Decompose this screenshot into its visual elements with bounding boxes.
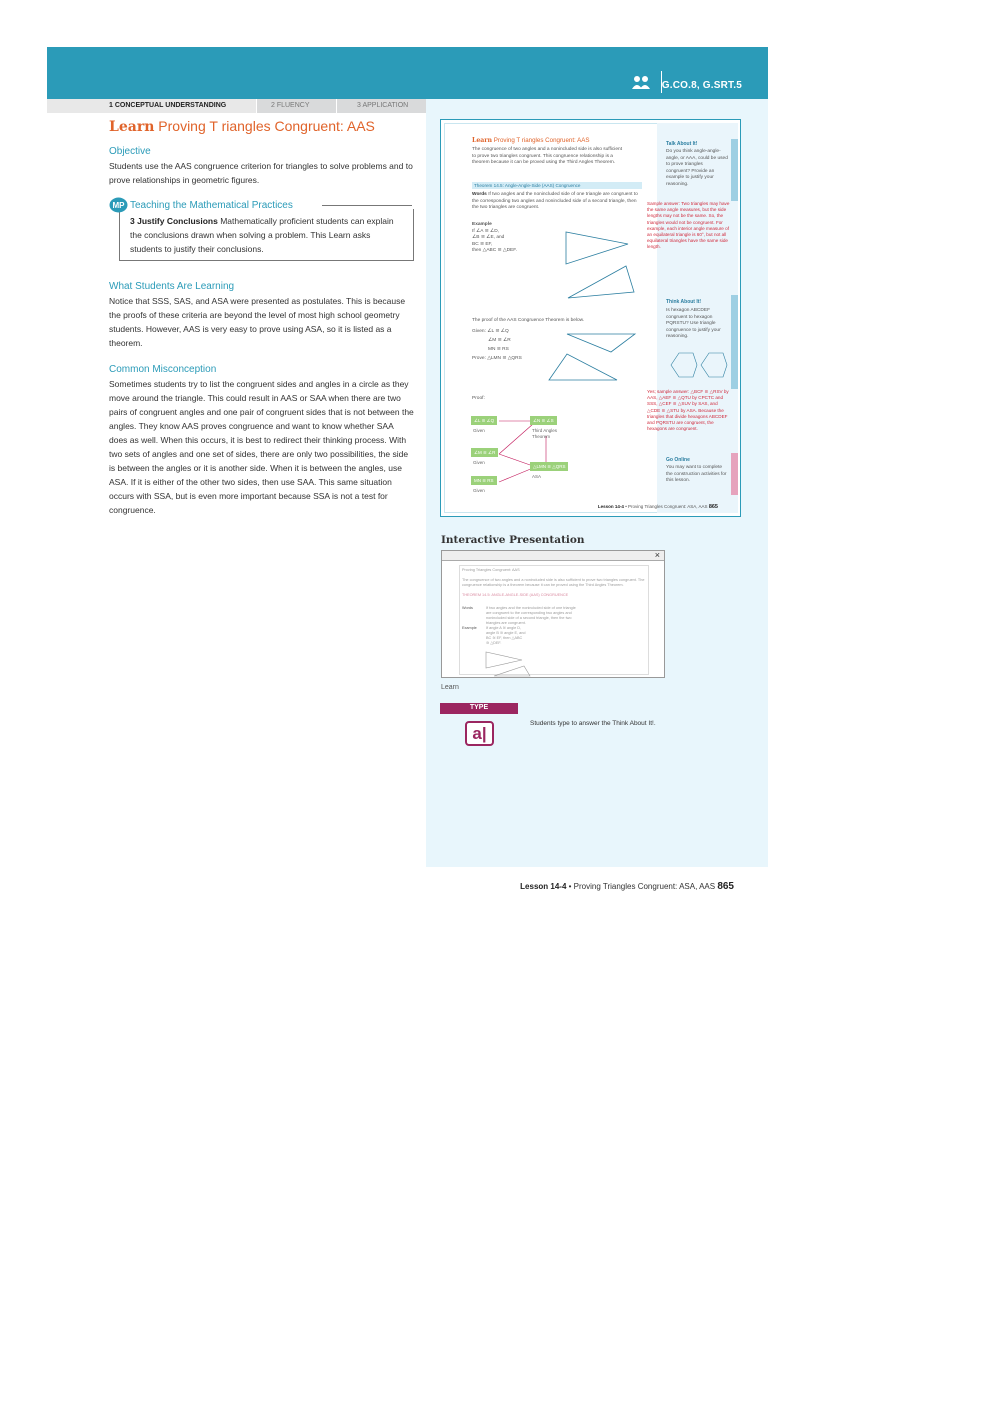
presentation-titlebar bbox=[442, 551, 664, 561]
thumb-example-line-4: then △ABC ≅ △DEF. bbox=[472, 248, 517, 253]
mp-bold: 3 Justify Conclusions bbox=[130, 216, 218, 226]
thumb-given-1: Given: ∠L ≅ ∠Q bbox=[472, 329, 509, 334]
proof-box-angle-l-q: ∠L ≅ ∠Q bbox=[471, 416, 497, 425]
student-page-thumbnail bbox=[440, 119, 741, 517]
people-icon bbox=[632, 75, 650, 89]
slide-example-label: Example bbox=[462, 626, 477, 630]
thumb-words-label: Words bbox=[472, 192, 487, 197]
tab-application[interactable]: 3 APPLICATION bbox=[336, 99, 426, 113]
thumb-example-line-1: If ∠A ≅ ∠D, bbox=[472, 228, 500, 234]
slide-example: If angle A ≅ angle D, angle B ≅ angle E, and BC ≅ EF, then △ABC ≅ △DEF. bbox=[486, 626, 526, 645]
thumb-theorem-bar: Theorem 14.5: Angle-Angle-Side (AAS) Congruence bbox=[472, 182, 642, 189]
tab-conceptual-understanding[interactable]: 1 CONCEPTUAL UNDERSTANDING bbox=[47, 99, 256, 113]
slide-title: Proving Triangles Congruent: AAS bbox=[462, 568, 520, 572]
svg-text:MP: MP bbox=[112, 201, 125, 210]
mp-body bbox=[119, 209, 414, 261]
go-strip bbox=[731, 453, 738, 495]
cm-text: Sometimes students try to list the congruent sides and angles in a circle as they move around the triangle. This could result in AAS or SAA when there are two pairs of congruent angles and one pair of congruent sides that is not between the angles. They know AAS proves congruence and want to know whether SAA does as well. When this occurs, it is best to redirect their thinking process. With two sets of angles and one set of sides, there are only two possibilities, the side is between the angles or it is another side. When it is between the angles, use ASA. If it is either of the other two sides, then use SAA. This same situation occurs with SSA, but is even more important because SSA is not a test for congruence. bbox=[109, 379, 414, 515]
slide-intro: The congruence of two angles and a nonincluded side is also sufficient to prove two triangles congruent. The congruence relationship is a theorem because it can be proved using the Third Angles Theorem. bbox=[462, 578, 645, 587]
thumb-sidebar bbox=[647, 123, 738, 513]
presentation-window[interactable] bbox=[441, 550, 665, 678]
objective-heading: Objective bbox=[109, 146, 151, 157]
thumb-given-2: ∠M ≅ ∠R bbox=[488, 338, 511, 343]
wsl-text: Notice that SSS, SAS, and ASA were presented as postulates. This is because the proofs of these criteria are beyond the level of most high school geometry students. However, AAS is very easy to prove using ASA, so it is listed as a theorem. bbox=[109, 296, 406, 348]
objective-text: Students use the AAS congruence criterion for triangles to solve problems and to prove relationships in geometric figures. bbox=[109, 161, 413, 185]
proof-reason-given-3: Given bbox=[473, 488, 485, 493]
thumb-given-3: MN ≅ RS bbox=[488, 347, 509, 352]
slide-triangles bbox=[482, 648, 542, 678]
type-rule bbox=[440, 713, 518, 714]
thumb-footer-text: • Proving Triangles Congruent: ASA, AAS bbox=[623, 504, 709, 509]
talk-text: Do you think angle-angle-angle, or AAA, could be used to prove triangles congruent? Provide an example to justify your reasoning. bbox=[666, 149, 728, 187]
thumb-proof-word: Proof: bbox=[472, 396, 485, 401]
thumb-words-text: If two angles and the nonincluded side of one triangle are congruent to the corresponding two angles and nonincluded side of a second triangle, then the two triangles are congruent. bbox=[472, 192, 638, 210]
thumb-intro: The congruence of two angles and a nonincluded side is also sufficient to prove two triangles congruent. This congruence relationship is a theorem because it can be proved using the Third Angles Theorem. bbox=[472, 147, 623, 165]
proof-box-angle-n-s: ∠N ≅ ∠S bbox=[530, 416, 557, 425]
mp-badge-icon bbox=[109, 197, 128, 213]
thumb-example-label: Example bbox=[472, 222, 492, 227]
proof-reason-given-1: Given bbox=[473, 428, 485, 433]
text-cursor-icon: a| bbox=[465, 721, 494, 746]
wsl-heading: What Students Are Learning bbox=[109, 281, 235, 292]
slide-words: If two angles and the nonincluded side of one triangle are congruent to the corresponding two angles and nonincluded side of a second triangle, then the two triangles are congruent. bbox=[486, 606, 576, 625]
thumb-footer-page: 865 bbox=[708, 504, 718, 510]
cm-heading: Common Misconception bbox=[109, 364, 217, 375]
mp-heading: Teaching the Mathematical Practices bbox=[130, 199, 293, 211]
proof-reason-asa: ASA bbox=[532, 474, 542, 479]
page-title bbox=[109, 118, 414, 135]
think-text: Is hexagon ABCDEF congruent to hexagon PQRSTU? Use triangle congruence to justify your reasoning. bbox=[666, 308, 721, 339]
footer-page-number: 865 bbox=[717, 881, 734, 892]
teacher-notes-column bbox=[109, 118, 414, 517]
thumb-proof-intro: The proof of the AAS Congruence Theorem is below. bbox=[472, 318, 585, 323]
go-online-heading: Go Online bbox=[666, 457, 690, 463]
thumb-given bbox=[472, 327, 522, 363]
hexagon-diagrams bbox=[663, 347, 729, 383]
proof-box-mn-rs: MN ≅ RS bbox=[471, 476, 497, 485]
thumb-footer bbox=[598, 504, 718, 510]
type-bar: TYPE bbox=[440, 703, 518, 713]
talk-heading: Talk About It! bbox=[666, 141, 698, 147]
tab-fluency[interactable]: 2 FLUENCY bbox=[256, 99, 336, 113]
learn-word: Learn bbox=[109, 119, 155, 135]
learn-title-text: Proving T riangles Congruent: AAS bbox=[158, 118, 375, 134]
proof-reason-given-2: Given bbox=[473, 460, 485, 465]
presentation-label: Learn bbox=[441, 684, 459, 691]
thumb-footer-lesson: Lesson 14-4 bbox=[597, 504, 624, 509]
footer-text: • Proving Triangles Congruent: ASA, AAS bbox=[566, 882, 718, 891]
thumb-prove: Prove: △LMN ≅ △QRS bbox=[472, 356, 522, 361]
footer-lesson: Lesson 14-4 bbox=[520, 882, 567, 891]
go-online-text: You may want to complete the construction activities for this lesson. bbox=[666, 465, 727, 483]
presentation-slide bbox=[459, 565, 649, 675]
interactive-presentation-heading: Interactive Presentation bbox=[441, 534, 585, 546]
page-footer bbox=[520, 881, 734, 892]
slide-words-label: Words bbox=[462, 606, 473, 610]
proof-reason-third-angles: Third Angles Theorem bbox=[532, 428, 558, 439]
think-answer: Yes; sample answer: △BCF ≅ △RSV by AAS, △AEF ≅ △QTU by CPCTC and SSS, △CEF ≅ △SUV by SAS, and △CDE ≅ △STU by ASA. Because the triangles that divide hexagons ABCDEF and PQRSTU are congruent, the hexagons are congruent. bbox=[647, 389, 729, 432]
slide-theorem: THEOREM 14.5: ANGLE-ANGLE-SIDE (AAS) CONGRUENCE bbox=[462, 593, 569, 597]
thumb-words bbox=[472, 192, 644, 212]
mp-rule bbox=[322, 205, 412, 206]
talk-answer: Sample answer: Two triangles may have the same angle measures, but the side lengths may not be the same. So, the triangles would not be congruent. For example, each interior angle measure of an equilateral triangle is 60°, but not all equilateral triangles have the same side length. bbox=[647, 201, 730, 250]
close-icon[interactable]: × bbox=[654, 550, 660, 560]
thumb-example-line-3: BC ≅ EF, bbox=[472, 241, 493, 247]
thumb-title bbox=[472, 137, 590, 144]
thumb-example bbox=[472, 222, 532, 255]
talk-strip bbox=[731, 139, 738, 201]
math-practices-box bbox=[109, 197, 414, 261]
level-tabs bbox=[47, 99, 426, 113]
proof-box-triangles: △LMN ≅ △QRS bbox=[530, 462, 568, 471]
think-heading: Think About It! bbox=[666, 299, 702, 305]
standards-label: G.CO.8, G.SRT.5 bbox=[661, 80, 742, 91]
proof-triangles-diagram bbox=[541, 328, 641, 384]
thumb-learn-word: Learn bbox=[472, 137, 493, 144]
think-strip bbox=[731, 295, 738, 389]
thumb-example-line-2: ∠B ≅ ∠E, and bbox=[472, 235, 505, 240]
header-band bbox=[47, 47, 768, 99]
example-triangles-diagram bbox=[556, 226, 656, 306]
proof-box-angle-m-r: ∠M ≅ ∠R bbox=[471, 448, 498, 457]
type-description: Students type to answer the Think About It!. bbox=[530, 720, 656, 727]
thumb-title-text: Proving T riangles Congruent: AAS bbox=[493, 137, 590, 144]
mp-text: Mathematically proficient students can explain the conclusions drawn when solving a problem. This Learn asks students to justify their conclusions. bbox=[130, 216, 394, 254]
